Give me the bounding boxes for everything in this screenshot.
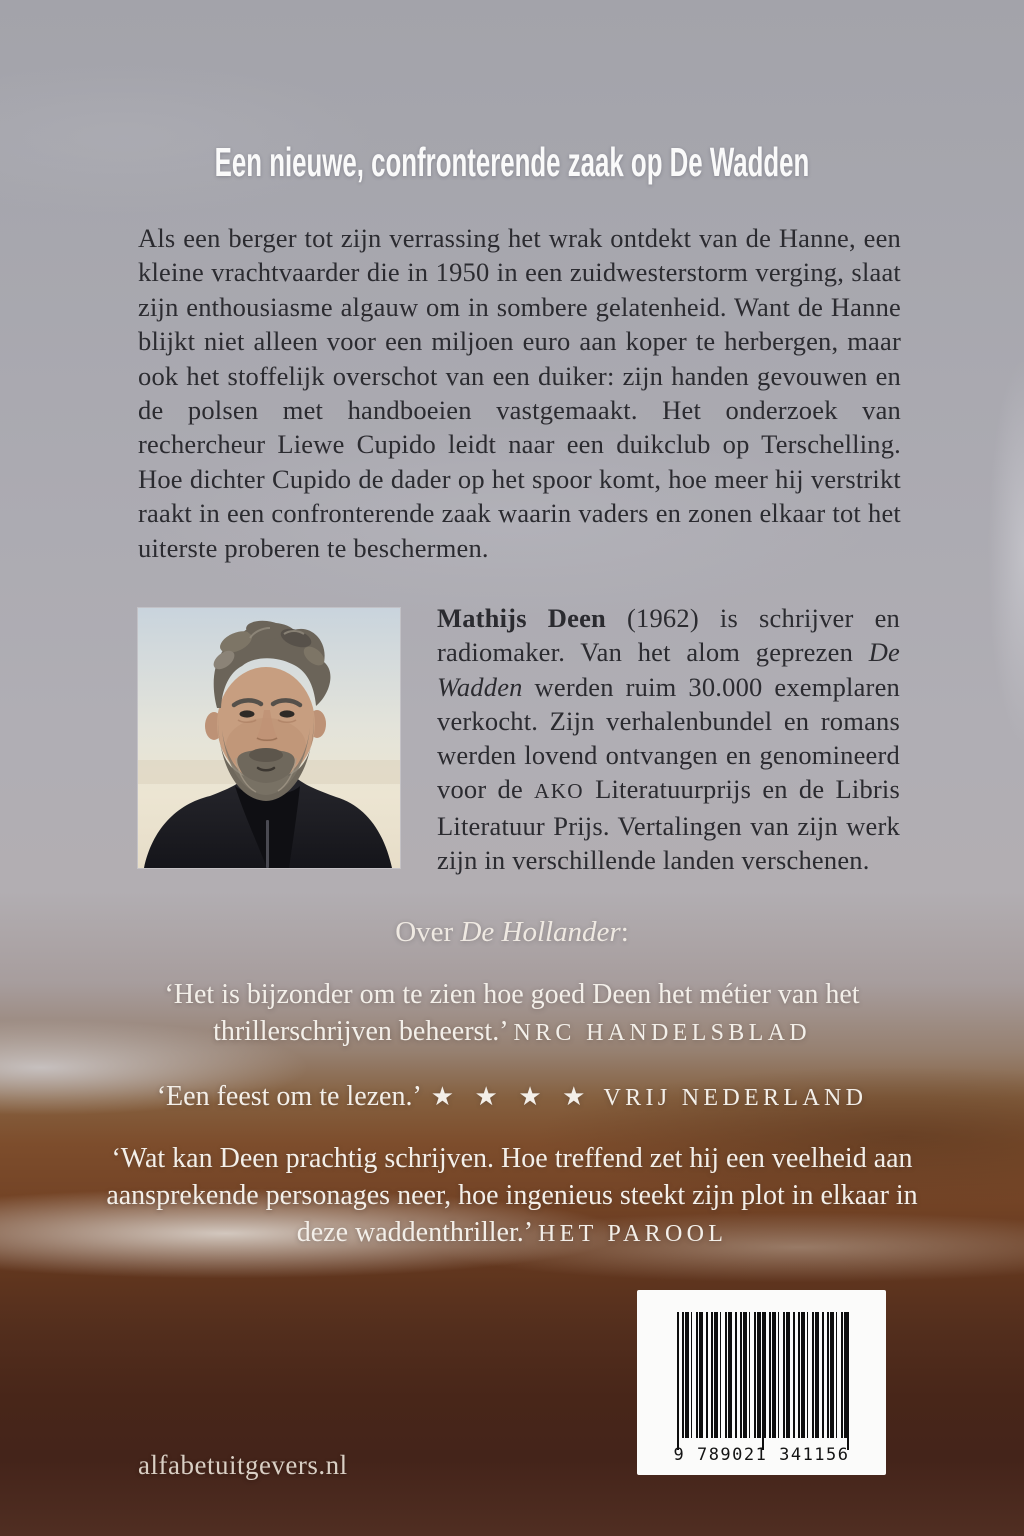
bio-text-1: (1962) is schrijver en radiomaker. Van het alom geprezen (437, 603, 900, 668)
book-title-de-wadden: De Wadden (437, 637, 900, 702)
author-photo (138, 608, 400, 868)
barcode-guard-bar (762, 1312, 764, 1450)
quote-text: ‘Een feest om te lezen.’ (156, 1081, 420, 1112)
star-icons: ★ ★ ★ ★ (430, 1082, 593, 1111)
reviews-header-suffix: : (620, 916, 629, 948)
quote-text: ‘Wat kan Deen prachtig schrijven. Hoe treffend zet hij een veelheid aan aansprekende personages neer, hoe ingenieus steekt zijn plot in elkaar in deze waddenthriller.’ (106, 1143, 918, 1248)
cover-tagline: Een nieuwe, confronterende zaak op De Wadden (214, 139, 810, 185)
barcode (637, 1290, 886, 1475)
quote-source: HET PAROOL (538, 1221, 728, 1247)
review-quote-nrc (102, 976, 922, 1052)
quote-text: ‘Het is bijzonder om te zien hoe goed Deen het métier van het thrillerschrijven beheerst.’ (164, 979, 860, 1047)
barcode-guard-bar (847, 1312, 849, 1450)
reviews-header-prefix: Over (395, 916, 461, 948)
barcode-guard-bar (677, 1312, 679, 1450)
quote-source: VRIJ NEDERLAND (603, 1085, 868, 1111)
author-bio (437, 601, 900, 877)
review-quote-parool (102, 1140, 922, 1253)
publisher-url: alfabetuitgevers.nl (138, 1450, 348, 1480)
reviews-header (0, 916, 1024, 949)
review-quote-vrij-nederland (102, 1078, 922, 1117)
bio-text-3: Literatuurprijs en de Libris Literatuur Prijs. Vertalingen van zijn werk zijn in verschillende landen verschenen. (437, 774, 901, 876)
bio-text-2: werden ruim 30.000 exemplaren verkocht. Zijn verhalenbundel en romans werden lovend ontvangen en genomineerd voor de (437, 671, 900, 805)
synopsis-text: Als een berger tot zijn verrassing het wrak ontdekt van de Hanne, een kleine vrachtvaarder die in 1950 in een zuidwesterstorm verging, slaat zijn enthousiasme algauw om in sombere gelatenheid. Want de Hanne blijkt niet alleen voor een miljoen euro aan koper te herbergen, maar ook het stoffelijk overschot van een duiker: zijn handen gevouwen en de polsen met handboeien vastgemaakt. Het onderzoek van rechercheur Liewe Cupido leidt naar een duikclub op Terschelling. Hoe dichter Cupido de dader op het spoor komt, hoe meer hij verstrikt raakt in een confronterende zaak waarin vaders en zonen elkaar tot het uiterste proberen te beschermen. (138, 223, 901, 563)
author-name: Mathijs Deen (437, 603, 606, 633)
ako-prize: AKO (534, 779, 584, 804)
barcode-digits: 9 789021 341156 (673, 1445, 850, 1465)
quote-source: NRC HANDELSBLAD (513, 1020, 811, 1046)
author-portrait-illustration (138, 608, 400, 868)
book-title-de-hollander: De Hollander (460, 916, 621, 948)
